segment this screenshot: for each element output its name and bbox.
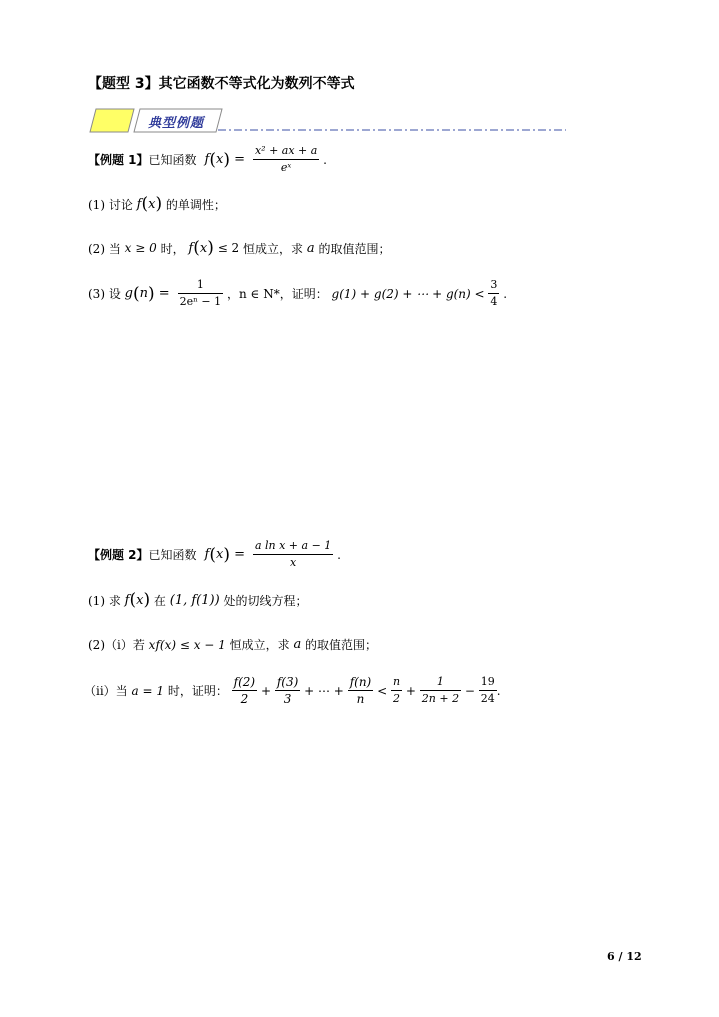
example1-intro: 已知函数 [148, 153, 197, 167]
example2-part2: (2)（i）若 xf(x) ≤ x − 1 恒成立，求 a 的取值范围； [88, 637, 378, 652]
example1-fraction [253, 144, 319, 175]
page-number: 6 / 12 [607, 950, 642, 963]
example-banner [88, 106, 568, 136]
example2-part3: （ii）当 a = 1 时，证明： $\frac{f(2)}{2}$ + $\frac{f(3)}{3}$ + ⋯ + $\frac{f(n)}{n}$ < $\frac{n}{2}$ + $\frac{1}{2n + 2}$ − $\frac{19}{24}$ . [84, 675, 501, 706]
example1-label: 【例题 1】 [88, 153, 149, 167]
example2-frac-r2: $\frac{1}{2n + 2}$ [421, 675, 460, 705]
example2-intro: 已知函数 [148, 548, 197, 562]
example2-header: 【例题 2】已知函数 f(x) = $\frac{\text{a ln x + a − 1}}{x}$ . [88, 539, 341, 569]
section-title: 【题型 3】其它函数不等式化为数列不等式 [88, 76, 355, 92]
example1-f-denominator: eˣ [280, 161, 292, 174]
example2-frac-fn: $\frac{f(n)}{n}$ [349, 675, 372, 706]
example1-bound-fraction: $\frac{3}{4}$ [490, 278, 498, 308]
example2-f-numerator: a ln x + a − 1 [253, 539, 333, 555]
example1-part3: (3) 设 g(n) = $\frac{1}{\text{2eⁿ − 1}}$ ，n ∈ N*，证明： g(1) + g(2) + ⋯ + g(n) < $\frac{3}{4}$ . [88, 278, 508, 308]
example2-part1: (1) 求 f(x) 在 (1, f(1)) 处的切线方程； [88, 590, 308, 610]
example2-frac-f2: $\frac{f(2)}{2}$ [233, 675, 256, 706]
banner-label: 典型例题 [148, 116, 205, 131]
example1-header: 【例题 1】已知函数 f(x) = $\frac{\text{x² + ax + a}}{\text{eˣ}}$ . [88, 144, 327, 174]
example1-part1: (1) 讨论 f(x) 的单调性； [88, 194, 226, 214]
example1-g-fraction: $\frac{1}{\text{2eⁿ − 1}}$ [179, 278, 222, 308]
example2-label: 【例题 2】 [88, 548, 149, 562]
example1-part2: (2) 当 x ≥ 0 时， f(x) ≤ 2 恒成立，求 a 的取值范围； [88, 238, 391, 258]
example2-f-denominator: x [290, 556, 297, 569]
example2-frac-r1: $\frac{n}{2}$ [392, 675, 401, 705]
example1-f-numerator: x² + ax + a [253, 144, 319, 160]
example2-frac-f3: $\frac{f(3)}{3}$ [276, 675, 299, 706]
example2-fraction [253, 539, 333, 570]
example2-frac-r3: $\frac{19}{24}$ [480, 675, 495, 705]
